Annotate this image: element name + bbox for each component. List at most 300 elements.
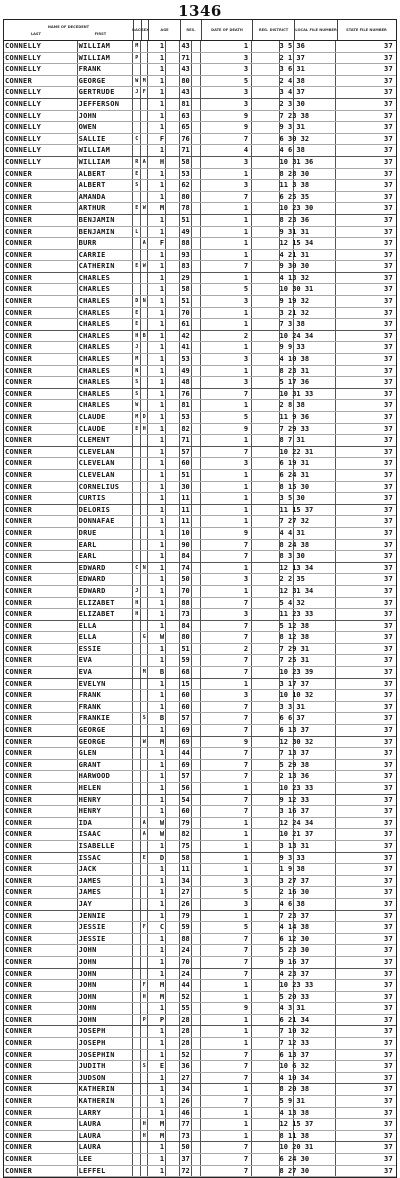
state-file-number: 37 — [383, 88, 393, 97]
blank-cell — [166, 76, 180, 87]
blank-cell — [192, 342, 201, 353]
table-row — [4, 598, 396, 610]
race-code — [133, 435, 141, 446]
blank-cell — [192, 99, 201, 110]
blank-cell — [192, 876, 201, 887]
blank-cell — [192, 180, 201, 191]
blank-cell — [166, 1142, 180, 1153]
blank-cell — [166, 818, 180, 829]
blank-cell — [294, 783, 337, 794]
blank-cell — [192, 1084, 201, 1095]
blank-cell — [252, 470, 280, 481]
residence-code: 11 — [180, 493, 192, 504]
state-file-number: 37 — [383, 285, 393, 294]
sex-code — [141, 760, 148, 771]
age-value: 1 — [148, 748, 166, 759]
blank-cell — [166, 493, 180, 504]
blank-cell — [166, 145, 180, 156]
date-of-death: 7 — [201, 1166, 252, 1177]
blank-cell — [252, 690, 280, 701]
blank-cell — [192, 1003, 201, 1014]
blank-cell — [294, 342, 337, 353]
first-name: JOSEPHIN — [78, 1050, 134, 1061]
last-name: CONNER — [4, 458, 78, 469]
age-value: M — [148, 737, 166, 748]
sex-code — [141, 192, 148, 203]
date-of-death: 7 — [201, 1096, 252, 1107]
age-value: M — [148, 203, 166, 214]
blank-cell — [192, 945, 201, 956]
county-code: 10 21 37 — [279, 830, 314, 839]
last-name: CONNELLY — [4, 53, 78, 64]
blank-cell — [192, 563, 201, 574]
blank-cell — [166, 876, 180, 887]
date-of-death: 1 — [201, 992, 252, 1003]
blank-cell — [294, 563, 337, 574]
sex-code: F — [141, 922, 148, 933]
race-code — [133, 1119, 141, 1130]
age-value: 1 — [148, 250, 166, 261]
blank-cell — [166, 655, 180, 666]
blank-cell — [192, 296, 201, 307]
age-value: 1 — [148, 957, 166, 968]
blank-cell — [294, 238, 337, 249]
blank-cell — [294, 331, 337, 342]
last-name: CONNER — [4, 690, 78, 701]
county-code: 11 9 36 — [279, 413, 310, 421]
date-of-death: 1 — [201, 818, 252, 829]
residence-code: 54 — [180, 795, 192, 806]
blank-cell — [294, 435, 337, 446]
last-name: CONNER — [4, 1073, 78, 1084]
residence-code: 37 — [180, 1154, 192, 1165]
last-name: CONNER — [4, 574, 78, 585]
first-name: HENRY — [78, 806, 134, 817]
residence-code: 26 — [180, 1096, 192, 1107]
age-value: 1 — [148, 319, 166, 330]
blank-cell — [192, 203, 201, 214]
first-name: IDA — [78, 818, 134, 829]
table-row — [4, 470, 396, 482]
residence-code: 88 — [180, 934, 192, 945]
table-row — [4, 702, 396, 714]
blank-cell — [252, 122, 280, 133]
residence-code: 41 — [180, 342, 192, 353]
age-value: 1 — [148, 655, 166, 666]
header-reg-district — [253, 20, 295, 40]
blank-cell — [294, 725, 337, 736]
last-name: CONNER — [4, 389, 78, 400]
first-name: EARL — [78, 551, 134, 562]
county-code: 3 21 32 — [279, 308, 310, 317]
race-code: R — [133, 157, 141, 168]
race-code: J — [133, 586, 141, 597]
first-name: CARRIE — [78, 250, 134, 261]
blank-cell — [252, 215, 280, 226]
sex-code — [141, 227, 148, 238]
last-name: CONNER — [4, 261, 78, 272]
blank-cell — [166, 192, 180, 203]
blank-cell — [166, 969, 180, 980]
last-name: CONNER — [4, 586, 78, 597]
residence-code: 53 — [180, 169, 192, 180]
date-of-death: 1 — [201, 493, 252, 504]
race-code — [133, 1084, 141, 1095]
sex-code — [141, 1166, 148, 1177]
state-file-number: 37 — [383, 331, 393, 340]
last-name: CONNER — [4, 795, 78, 806]
blank-cell — [294, 748, 337, 759]
blank-cell — [294, 308, 337, 319]
residence-code: 53 — [180, 412, 192, 423]
age-value: 1 — [148, 87, 166, 98]
state-file-number: 37 — [383, 540, 393, 549]
table-row — [4, 818, 396, 830]
age-value: 1 — [148, 53, 166, 64]
residence-code: 79 — [180, 818, 192, 829]
date-of-death: 3 — [201, 64, 252, 75]
blank-cell — [294, 377, 337, 388]
county-code: 12 24 34 — [279, 818, 314, 827]
blank-cell — [166, 598, 180, 609]
first-name: ARTHUR — [78, 203, 134, 214]
age-value: 1 — [148, 679, 166, 690]
county-code: 6 21 34 — [279, 1015, 310, 1024]
state-file-number: 37 — [383, 668, 393, 677]
residence-code: 56 — [180, 783, 192, 794]
race-code: S — [133, 389, 141, 400]
first-name: CLEMENT — [78, 435, 134, 446]
last-name: CONNER — [4, 876, 78, 887]
county-code: 7 13 37 — [279, 749, 310, 758]
sex-code — [141, 458, 148, 469]
state-file-number: 37 — [383, 598, 393, 607]
first-name: CLEVELAN — [78, 458, 134, 469]
age-value: 1 — [148, 470, 166, 481]
age-value: W — [148, 818, 166, 829]
last-name: CONNER — [4, 1026, 78, 1037]
age-value: 1 — [148, 1084, 166, 1095]
state-file-number: 37 — [383, 737, 393, 746]
table-row — [4, 134, 396, 146]
sex-code: N — [141, 296, 148, 307]
sex-code: B — [141, 331, 148, 342]
residence-code: 80 — [180, 76, 192, 87]
blank-cell — [294, 412, 337, 423]
table-row — [4, 725, 396, 737]
residence-code: 15 — [180, 679, 192, 690]
date-of-death: 7 — [201, 540, 252, 551]
table-row — [4, 192, 396, 204]
residence-code: 84 — [180, 551, 192, 562]
first-name: LAURA — [78, 1119, 134, 1130]
table-row — [4, 1166, 396, 1178]
last-name: CONNER — [4, 748, 78, 759]
first-name: LEE — [78, 1154, 134, 1165]
blank-cell — [192, 1061, 201, 1072]
county-code: 7 27 32 — [279, 517, 310, 526]
state-file-number: 37 — [383, 447, 393, 456]
county-code: 11 23 33 — [279, 610, 314, 619]
county-code: 2 8 38 — [279, 401, 305, 410]
date-of-death: 7 — [201, 806, 252, 817]
blank-cell — [166, 227, 180, 238]
date-of-death: 1 — [201, 319, 252, 330]
last-name: CONNER — [4, 227, 78, 238]
table-row — [4, 1131, 396, 1143]
last-name: CONNER — [4, 505, 78, 516]
date-of-death: 1 — [201, 679, 252, 690]
sex-code — [141, 551, 148, 562]
county-code: 6 25 35 — [279, 192, 310, 201]
sex-code — [141, 911, 148, 922]
first-name: BENJAMIN — [78, 215, 134, 226]
blank-cell — [166, 1003, 180, 1014]
blank-cell — [166, 331, 180, 342]
blank-cell — [166, 296, 180, 307]
residence-code: 60 — [180, 806, 192, 817]
age-value: 1 — [148, 969, 166, 980]
table-row — [4, 644, 396, 656]
blank-cell — [192, 540, 201, 551]
first-name: ELIZABET — [78, 609, 134, 620]
table-row — [4, 934, 396, 946]
state-file-number: 37 — [383, 413, 393, 421]
blank-cell — [294, 655, 337, 666]
county-code: 3 4 37 — [279, 88, 305, 97]
county-code: 12 15 34 — [279, 239, 314, 248]
state-file-number: 37 — [383, 934, 393, 943]
table-row — [4, 969, 396, 981]
blank-cell — [294, 574, 337, 585]
blank-cell — [166, 111, 180, 122]
table-row — [4, 795, 396, 807]
sex-code — [141, 41, 148, 52]
age-value: 1 — [148, 1026, 166, 1037]
header-race-label: RACE — [132, 28, 143, 32]
table-row — [4, 145, 396, 157]
blank-cell — [166, 64, 180, 75]
residence-code: 46 — [180, 1108, 192, 1119]
blank-cell — [192, 41, 201, 52]
date-of-death: 5 — [201, 887, 252, 898]
blank-cell — [252, 574, 280, 585]
first-name: BENJAMIN — [78, 227, 134, 238]
residence-code: 60 — [180, 690, 192, 701]
blank-cell — [192, 377, 201, 388]
county-code: 11 3 38 — [279, 181, 310, 190]
date-of-death: 3 — [201, 53, 252, 64]
race-code — [133, 957, 141, 968]
county-code: 10 23 33 — [279, 981, 314, 990]
race-code — [133, 1131, 141, 1142]
age-value: 1 — [148, 273, 166, 284]
county-code: 3 13 31 — [279, 841, 310, 850]
state-file-number: 37 — [383, 807, 393, 816]
date-of-death: 9 — [201, 424, 252, 435]
blank-cell — [294, 876, 337, 887]
state-file-number: 37 — [383, 470, 393, 479]
sex-code — [141, 644, 148, 655]
last-name: CONNER — [4, 771, 78, 782]
residence-code: 81 — [180, 400, 192, 411]
county-code: 3 17 37 — [279, 679, 310, 688]
age-value: P — [148, 1015, 166, 1026]
blank-cell — [166, 806, 180, 817]
residence-code: 72 — [180, 1166, 192, 1177]
county-code: 9 31 31 — [279, 227, 310, 236]
blank-cell — [252, 829, 280, 840]
table-row — [4, 203, 396, 215]
residence-code: 44 — [180, 980, 192, 991]
table-row — [4, 760, 396, 772]
last-name: CONNER — [4, 957, 78, 968]
race-code — [133, 969, 141, 980]
last-name: CONNELLY — [4, 99, 78, 110]
date-of-death: 3 — [201, 458, 252, 469]
last-name: CONNER — [4, 1038, 78, 1049]
residence-code: 80 — [180, 632, 192, 643]
table-row — [4, 505, 396, 517]
first-name: JESSIE — [78, 934, 134, 945]
age-value: 1 — [148, 1050, 166, 1061]
age-value: 1 — [148, 806, 166, 817]
state-file-number: 37 — [383, 957, 393, 966]
blank-cell — [166, 377, 180, 388]
race-code: E — [133, 424, 141, 435]
county-code: 10 23 33 — [279, 784, 314, 792]
blank-cell — [166, 261, 180, 272]
blank-cell — [166, 992, 180, 1003]
blank-cell — [192, 1108, 201, 1119]
date-of-death: 1 — [201, 516, 252, 527]
sex-code — [141, 273, 148, 284]
table-row — [4, 1119, 396, 1131]
county-code: 10 23 39 — [279, 668, 314, 677]
sex-code — [141, 783, 148, 794]
residence-code: 50 — [180, 574, 192, 585]
county-code: 12 13 34 — [279, 563, 314, 572]
blank-cell — [294, 215, 337, 226]
blank-cell — [166, 412, 180, 423]
race-code: W — [133, 400, 141, 411]
blank-cell — [294, 1142, 337, 1153]
blank-cell — [252, 482, 280, 493]
blank-cell — [294, 366, 337, 377]
blank-cell — [166, 424, 180, 435]
sex-code — [141, 134, 148, 145]
table-row — [4, 679, 396, 691]
last-name: CONNER — [4, 864, 78, 875]
sex-code: E — [141, 853, 148, 864]
blank-cell — [252, 725, 280, 736]
table-row — [4, 76, 396, 88]
first-name: WILLIAM — [78, 53, 134, 64]
race-code: M — [133, 412, 141, 423]
last-name: CONNER — [4, 447, 78, 458]
age-value: 1 — [148, 64, 166, 75]
state-file-number: 37 — [383, 772, 393, 781]
blank-cell — [192, 1015, 201, 1026]
date-of-death: 1 — [201, 215, 252, 226]
race-code — [133, 145, 141, 156]
county-code: 8 28 30 — [279, 169, 310, 178]
blank-cell — [294, 540, 337, 551]
state-file-number: 37 — [383, 679, 393, 688]
blank-cell — [252, 887, 280, 898]
blank-cell — [192, 331, 201, 342]
residence-code: 43 — [180, 87, 192, 98]
date-of-death: 1 — [201, 238, 252, 249]
first-name: LEFFEL — [78, 1166, 134, 1177]
blank-cell — [294, 227, 337, 238]
table-row — [4, 1154, 396, 1166]
blank-cell — [166, 679, 180, 690]
last-name: CONNER — [4, 354, 78, 365]
state-file-number: 37 — [383, 99, 393, 108]
residence-code: 71 — [180, 435, 192, 446]
blank-cell — [294, 1131, 337, 1142]
age-value: 1 — [148, 644, 166, 655]
blank-cell — [252, 702, 280, 713]
county-code: 10 22 31 — [279, 447, 314, 456]
state-file-number: 37 — [383, 389, 393, 398]
race-code — [133, 1026, 141, 1037]
last-name: CONNELLY — [4, 134, 78, 145]
last-name: CONNER — [4, 412, 78, 423]
residence-code: 76 — [180, 134, 192, 145]
race-code: J — [133, 87, 141, 98]
state-file-number: 37 — [383, 401, 393, 410]
state-file-number: 37 — [383, 714, 393, 723]
state-file-number: 37 — [383, 552, 393, 561]
race-code: S — [133, 180, 141, 191]
county-code: 12 31 34 — [279, 586, 314, 595]
first-name: ISABELLE — [78, 841, 134, 852]
last-name: CONNER — [4, 308, 78, 319]
date-of-death: 3 — [201, 377, 252, 388]
first-name: AMANDA — [78, 192, 134, 203]
blank-cell — [166, 435, 180, 446]
residence-code: 50 — [180, 1142, 192, 1153]
state-file-number: 37 — [383, 505, 393, 514]
county-code: 7 12 33 — [279, 1039, 310, 1048]
age-value: 1 — [148, 795, 166, 806]
date-of-death: 1 — [201, 342, 252, 353]
blank-cell — [294, 516, 337, 527]
blank-cell — [294, 841, 337, 852]
county-code: 6 24 30 — [279, 1155, 310, 1163]
state-file-number: 37 — [383, 911, 393, 920]
table-row — [4, 783, 396, 795]
blank-cell — [252, 1131, 280, 1142]
blank-cell — [294, 899, 337, 910]
sex-code — [141, 841, 148, 852]
blank-cell — [192, 169, 201, 180]
residence-code: 28 — [180, 1015, 192, 1026]
date-of-death: 7 — [201, 771, 252, 782]
race-code — [133, 99, 141, 110]
blank-cell — [166, 911, 180, 922]
blank-cell — [192, 702, 201, 713]
blank-cell — [252, 331, 280, 342]
race-code: J — [133, 342, 141, 353]
blank-cell — [252, 818, 280, 829]
date-of-death: 3 — [201, 876, 252, 887]
blank-cell — [252, 969, 280, 980]
blank-cell — [294, 273, 337, 284]
blank-cell — [252, 424, 280, 435]
